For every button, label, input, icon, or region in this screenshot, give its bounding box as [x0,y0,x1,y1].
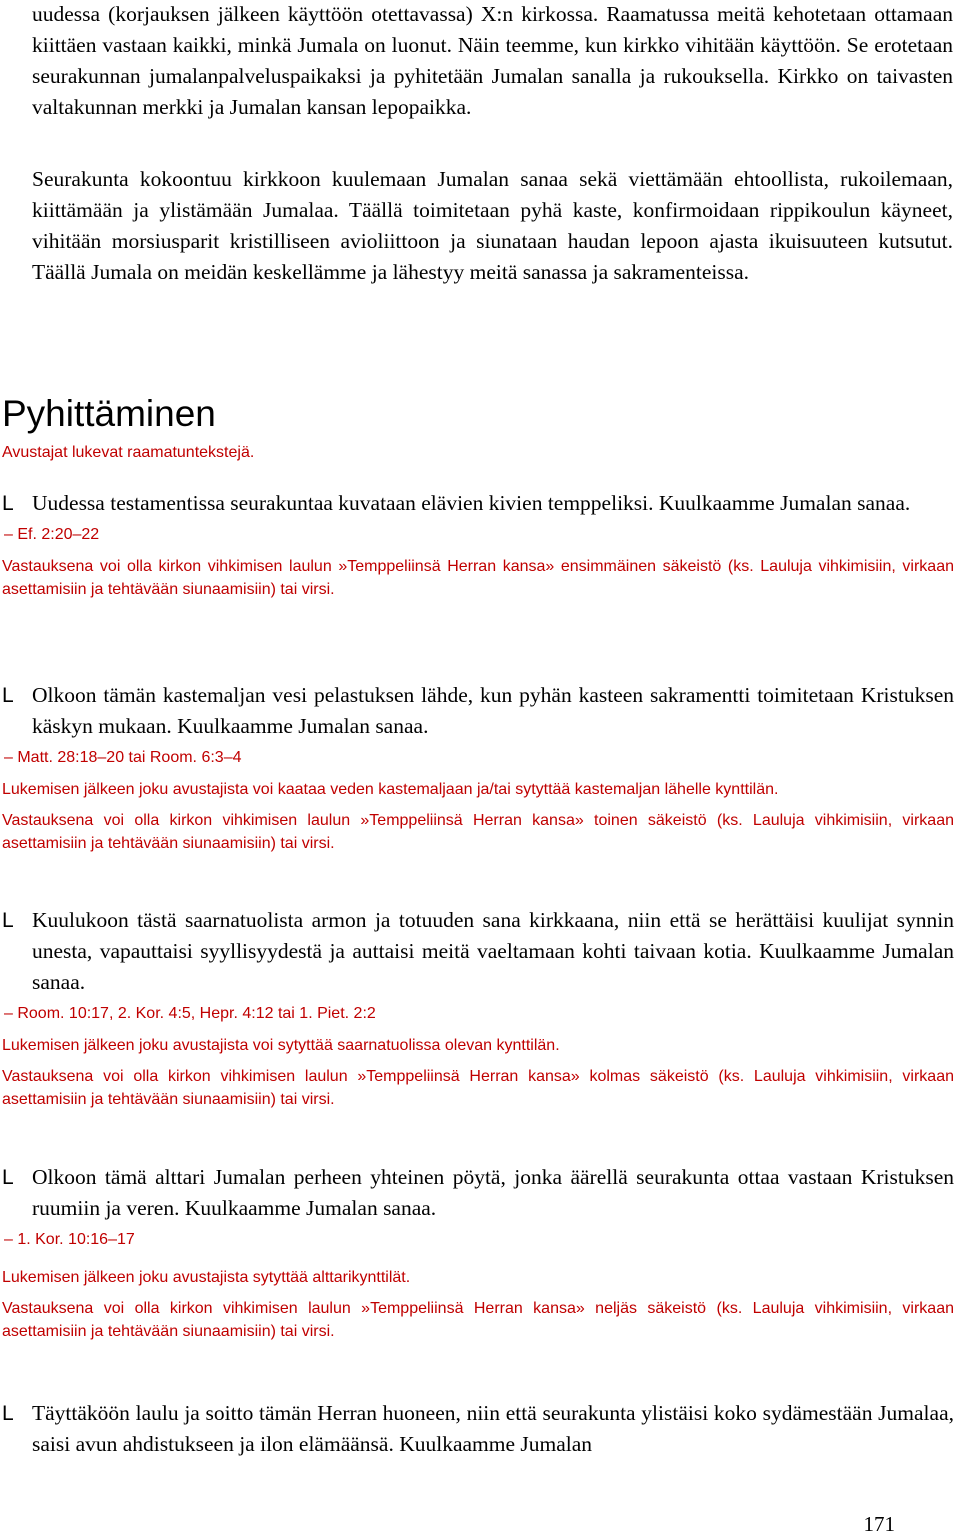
reading-text: Uudessa testamentissa seurakuntaa kuvataan elävien kivien temppeliksi. Kuulkaamme Jumalan sanaa. [32,491,911,515]
scripture-reference: – Room. 10:17, 2. Kor. 4:5, Hepr. 4:12 tai 1. Piet. 2:2 [4,1005,376,1022]
rubric-note: Lukemisen jälkeen joku avustajista sytyttää alttarikynttilät. [2,1269,411,1286]
reading-text: Täyttäköön laulu ja soitto tämän Herran huoneen, niin että seurakunta ylistäisi koko sydämestään Jumalaa, saisi avun ahdistukseen ja ilon elämäänsä. Kuulkaamme Jumalan [32,1401,954,1456]
rubric-note: Lukemisen jälkeen joku avustajista voi sytyttää saarnatuolissa olevan kynttilän. [2,1037,560,1054]
scripture-reference: – Matt. 28:18–20 tai Room. 6:3–4 [4,749,242,766]
reading-block-1 [2,488,954,601]
leader-marker: L [2,909,14,932]
page-number: 171 [863,1512,895,1536]
rubric-note: Vastauksena voi olla kirkon vihkimisen laulun »Temppeliinsä Herran kansa» neljäs säkeistö (ks. Lauluja vihkimisiin, virkaan asettamisiin ja tehtävään siunaamisiin) tai virsi. [2,1300,954,1340]
reading-block-2 [2,680,954,855]
leader-marker: L [2,1166,14,1189]
scripture-reference: – 1. Kor. 10:16–17 [4,1231,135,1248]
rubric-note: Lukemisen jälkeen joku avustajista voi kaataa veden kastemaljaan ja/tai sytyttää kastemaljan lähelle kynttilän. [2,781,779,798]
rubric-note: Vastauksena voi olla kirkon vihkimisen laulun »Temppeliinsä Herran kansa» toinen säkeistö (ks. Lauluja vihkimisiin, virkaan asettamisiin ja tehtävään siunaamisiin) tai virsi. [2,812,954,852]
leader-marker: L [2,1402,14,1425]
section-instruction: Avustajat lukevat raamatuntekstejä. [2,444,255,461]
rubric-note: Vastauksena voi olla kirkon vihkimisen laulun »Temppeliinsä Herran kansa» kolmas säkeistö (ks. Lauluja vihkimisiin, virkaan asettamisiin ja tehtävään siunaamisiin) tai virsi. [2,1068,954,1108]
reading-text: Kuulukoon tästä saarnatuolista armon ja totuuden sana kirkkaana, niin että se herättäisi kuulijat synnin unesta, vapauttaisi syyllisyydestä ja auttaisi meitä vaeltamaan kohti taivaan kotia. Kuulkaamme Jumalan sanaa. [32,908,954,994]
reading-block-5 [2,1398,954,1460]
leader-marker: L [2,684,14,707]
intro-paragraph-2: Seurakunta kokoontuu kirkkoon kuulemaan Jumalan sanaa sekä viettämään ehtoollista, rukoilemaan, kiittämään ja ylistämään Jumalaa. Täällä toimitetaan pyhä kaste, konfirmoidaan rippikoulun käyneet, vihitään morsiusparit kristilliseen avioliittoon ja siunataan haudan lepoon ajasta ikuisuuteen kutsutut. Täällä Jumala on meidän keskellämme ja lähestyy meitä sanassa ja sakramenteissa. [32,167,953,284]
reading-text: Olkoon tämän kastemaljan vesi pelastuksen lähde, kun pyhän kasteen sakramentti toimitetaan Kristuksen käskyn mukaan. Kuulkaamme Jumalan sanaa. [32,683,954,738]
reading-block-3 [2,905,954,1111]
scripture-reference: – Ef. 2:20–22 [4,526,100,543]
intro-paragraph-1: uudessa (korjauksen jälkeen käyttöön otettavassa) X:n kirkossa. Raamatussa meitä kehotetaan ottamaan kiittäen vastaan kaikki, minkä Jumala on luonut. Näin teemme, kun kirkko vihitään käyttöön. Se erotetaan seurakunnan jumalanpalveluspaikaksi ja pyhitetään Jumalan sanalla ja rukouksella. Kirkko on taivasten valtakunnan merkki ja Jumalan kansan lepopaikka. [32,2,953,119]
rubric-note: Vastauksena voi olla kirkon vihkimisen laulun »Temppeliinsä Herran kansa» ensimmäinen säkeistö (ks. Lauluja vihkimisiin, virkaan asettamisiin ja tehtävään siunaamisiin) tai virsi. [2,558,954,598]
section-heading: Pyhittäminen [2,393,216,434]
reading-text: Olkoon tämä alttari Jumalan perheen yhteinen pöytä, jonka äärellä seurakunta ottaa vastaan Kristuksen ruumiin ja veren. Kuulkaamme Jumalan sanaa. [32,1165,954,1220]
leader-marker: L [2,492,14,515]
reading-block-4 [2,1162,954,1343]
